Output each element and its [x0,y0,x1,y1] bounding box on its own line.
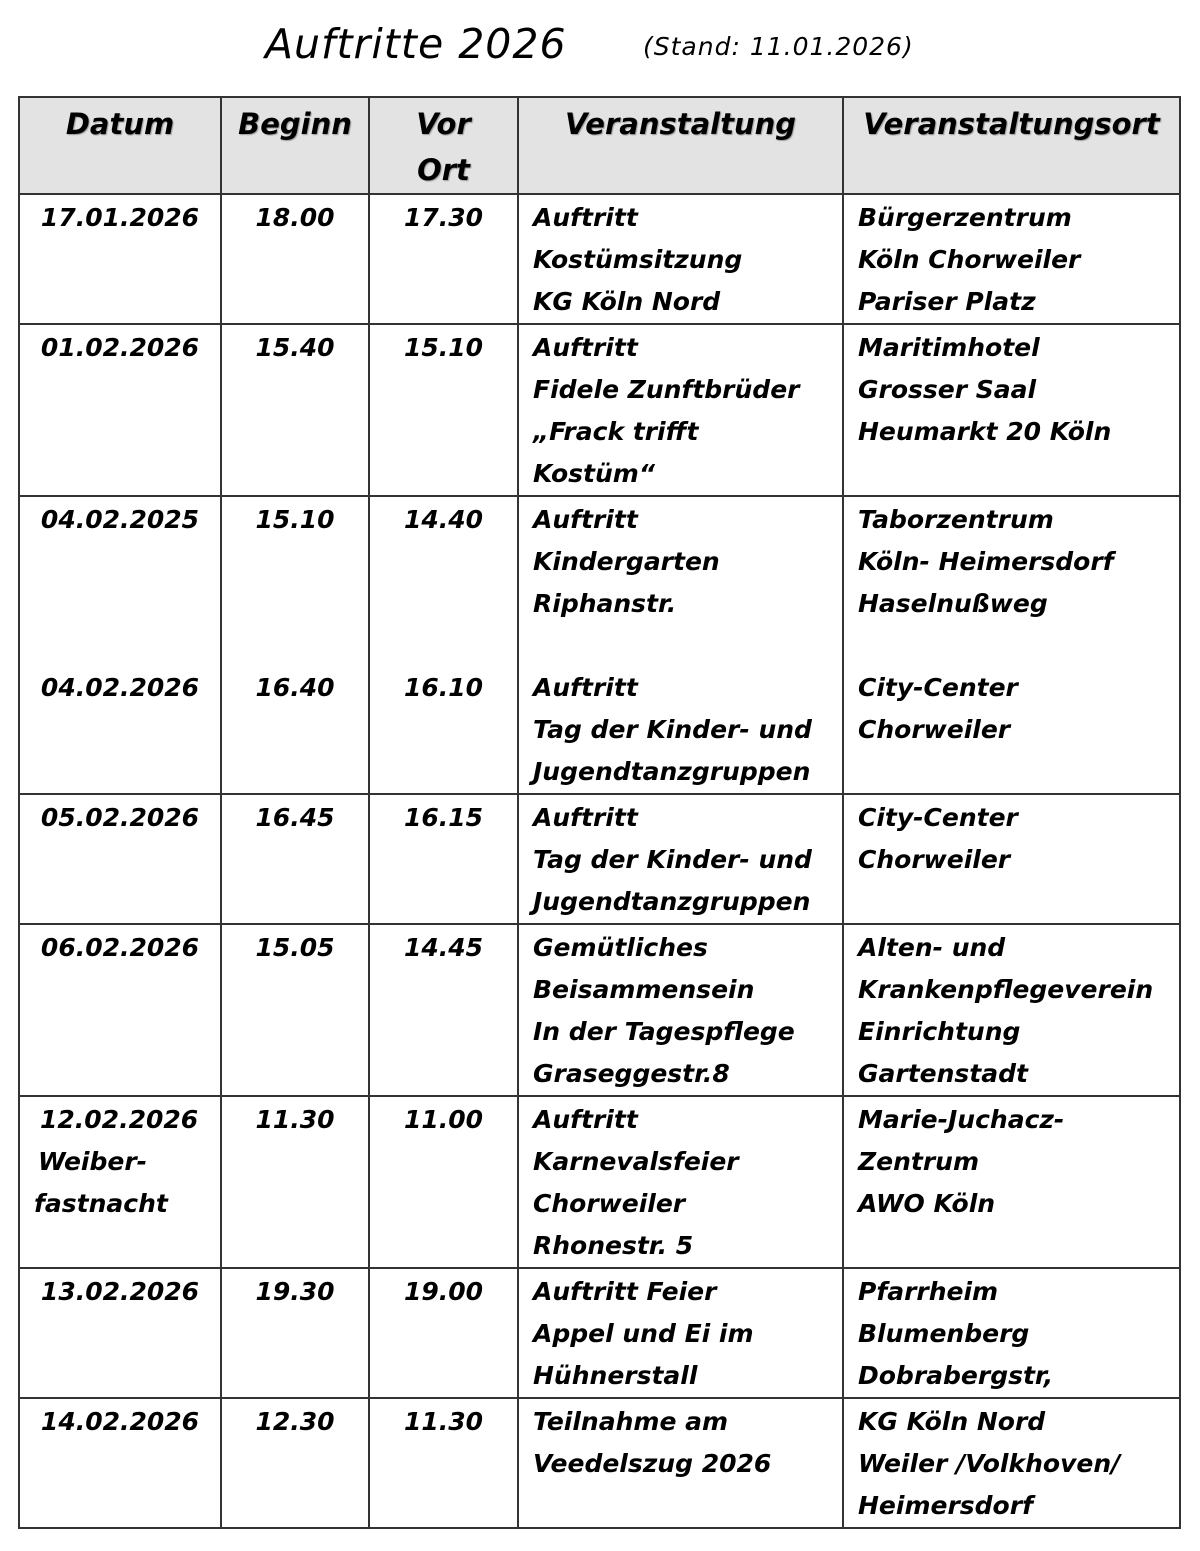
text-line: Maritimhotel [858,333,1040,362]
header-vor-ort-line: Vor [416,107,471,141]
text-line: In der Tagespflege [533,1017,795,1046]
text-line: Hühnerstall [533,1361,698,1390]
text-line: Einrichtung [858,1017,1021,1046]
table-row [19,324,1180,496]
cell-datum: 06.02.2026 [19,924,221,1096]
text-line: Zentrum [858,1147,980,1176]
cell-beginn: 16.45 [221,794,369,924]
text-line: fastnacht [34,1189,168,1218]
cell-veranstaltung [518,194,843,324]
cell-vor-ort: 17.30 [369,194,518,324]
text-line: Köln Chorweiler [858,245,1081,274]
text-line: Pfarrheim [858,1277,999,1306]
cell-ort [843,1268,1180,1398]
text-line: Fidele Zunftbrüder [533,375,800,404]
text-line: Chorweiler [858,845,1011,874]
text-line: Auftritt [533,803,638,832]
cell-veranstaltung [518,496,843,794]
cell-beginn: 18.00 [221,194,369,324]
cell-beginn [221,496,369,794]
cell-ort [843,794,1180,924]
text-line: 16.10 [403,673,484,702]
header-veranstaltungsort: Veranstaltungsort [843,97,1180,194]
table-header-row [19,97,1180,194]
cell-vor-ort: 16.15 [369,794,518,924]
text-line: 04.02.2026 [40,673,200,702]
cell-vor-ort [369,496,518,794]
cell-datum: 05.02.2026 [19,794,221,924]
text-line: Kostüm“ [533,459,655,488]
text-line: Beisammensein [533,975,755,1004]
text-line: Tag der Kinder- und [533,845,812,874]
header-vor-ort [369,97,518,194]
text-line: 16.40 [255,673,335,702]
cell-datum [19,496,221,794]
text-line: Veedelszug 2026 [533,1449,772,1478]
events-table [18,96,1181,1529]
table-row [19,1398,1180,1528]
text-line: Teilnahme am [533,1407,729,1436]
text-line: Heimersdorf [858,1491,1033,1520]
cell-veranstaltung [518,1398,843,1528]
table-row [19,1268,1180,1398]
text-line: Graseggestr.8 [533,1059,730,1088]
cell-vor-ort: 19.00 [369,1268,518,1398]
cell-vor-ort: 11.00 [369,1096,518,1268]
text-line: Auftritt [533,333,638,362]
text-line: Jugendtanzgruppen [533,757,811,786]
cell-datum: 01.02.2026 [19,324,221,496]
header-beginn: Beginn [221,97,369,194]
cell-vor-ort: 11.30 [369,1398,518,1528]
cell-beginn: 19.30 [221,1268,369,1398]
text-line: Gartenstadt [858,1059,1028,1088]
cell-datum [19,1096,221,1268]
cell-vor-ort: 14.45 [369,924,518,1096]
table-row [19,1096,1180,1268]
text-line: Marie-Juchacz- [858,1105,1065,1134]
text-line: Auftritt [533,673,638,702]
cell-ort [843,496,1180,794]
text-line: Kostümsitzung [533,245,743,274]
text-line: Riphanstr. [533,589,677,618]
cell-datum: 14.02.2026 [19,1398,221,1528]
text-line: Auftritt [533,505,638,534]
cell-ort [843,1096,1180,1268]
cell-beginn: 15.40 [221,324,369,496]
text-line: City-Center [858,673,1018,702]
text-line: Krankenpflegeverein [858,975,1154,1004]
text-line: Kindergarten [533,547,720,576]
cell-vor-ort: 15.10 [369,324,518,496]
text-line: Blumenberg [858,1319,1030,1348]
text-line: Auftritt [533,1105,638,1134]
text-line: 14.40 [403,505,484,534]
text-line: City-Center [858,803,1018,832]
text-line: Weiler /Volkhoven/ [858,1449,1121,1478]
table-row [19,794,1180,924]
cell-ort [843,1398,1180,1528]
text-line: Taborzentrum [858,505,1054,534]
table-row [19,924,1180,1096]
cell-beginn: 12.30 [221,1398,369,1528]
text-line: Auftritt [533,203,638,232]
text-line: Jugendtanzgruppen [533,887,811,916]
header-datum: Datum [19,97,221,194]
cell-veranstaltung [518,324,843,496]
text-line: Chorweiler [533,1189,686,1218]
table-row [19,496,1180,794]
text-line: Karnevalsfeier [533,1147,739,1176]
cell-veranstaltung [518,1096,843,1268]
text-line: Weiber- [38,1147,148,1176]
cell-beginn: 11.30 [221,1096,369,1268]
text-line: Heumarkt 20 Köln [858,417,1112,446]
cell-ort [843,324,1180,496]
text-line: Chorweiler [858,715,1011,744]
text-line: „Frack trifft [533,417,699,446]
text-line: KG Köln Nord [533,287,721,316]
text-line: KG Köln Nord [858,1407,1046,1436]
text-line: Alten- und [858,933,1006,962]
text-line: Bürgerzentrum [858,203,1072,232]
stand-date: (Stand: 11.01.2026) [643,32,914,61]
text-line: AWO Köln [858,1189,996,1218]
cell-veranstaltung [518,794,843,924]
text-line: Grosser Saal [858,375,1037,404]
title-row [0,18,1200,78]
text-line: Appel und Ei im [533,1319,754,1348]
text-line: Auftritt Feier [533,1277,717,1306]
text-line: Gemütliches [533,933,708,962]
text-line: Dobrabergstr, [858,1361,1054,1390]
cell-veranstaltung [518,1268,843,1398]
cell-veranstaltung [518,924,843,1096]
cell-datum: 17.01.2026 [19,194,221,324]
cell-beginn: 15.05 [221,924,369,1096]
cell-datum: 13.02.2026 [19,1268,221,1398]
table-row [19,194,1180,324]
cell-ort [843,924,1180,1096]
header-veranstaltung: Veranstaltung [518,97,843,194]
cell-ort [843,194,1180,324]
header-vor-ort-line: Ort [417,153,470,187]
text-line: Tag der Kinder- und [533,715,812,744]
text-line: 15.10 [255,505,335,534]
text-line: Köln- Heimersdorf [858,547,1114,576]
text-line: Pariser Platz [858,287,1036,316]
page-title: Auftritte 2026 [265,20,567,68]
text-line: 12.02.2026 [40,1105,199,1134]
text-line: Rhonestr. 5 [533,1231,694,1260]
text-line: Haselnußweg [858,589,1048,618]
text-line: 04.02.2025 [40,505,200,534]
